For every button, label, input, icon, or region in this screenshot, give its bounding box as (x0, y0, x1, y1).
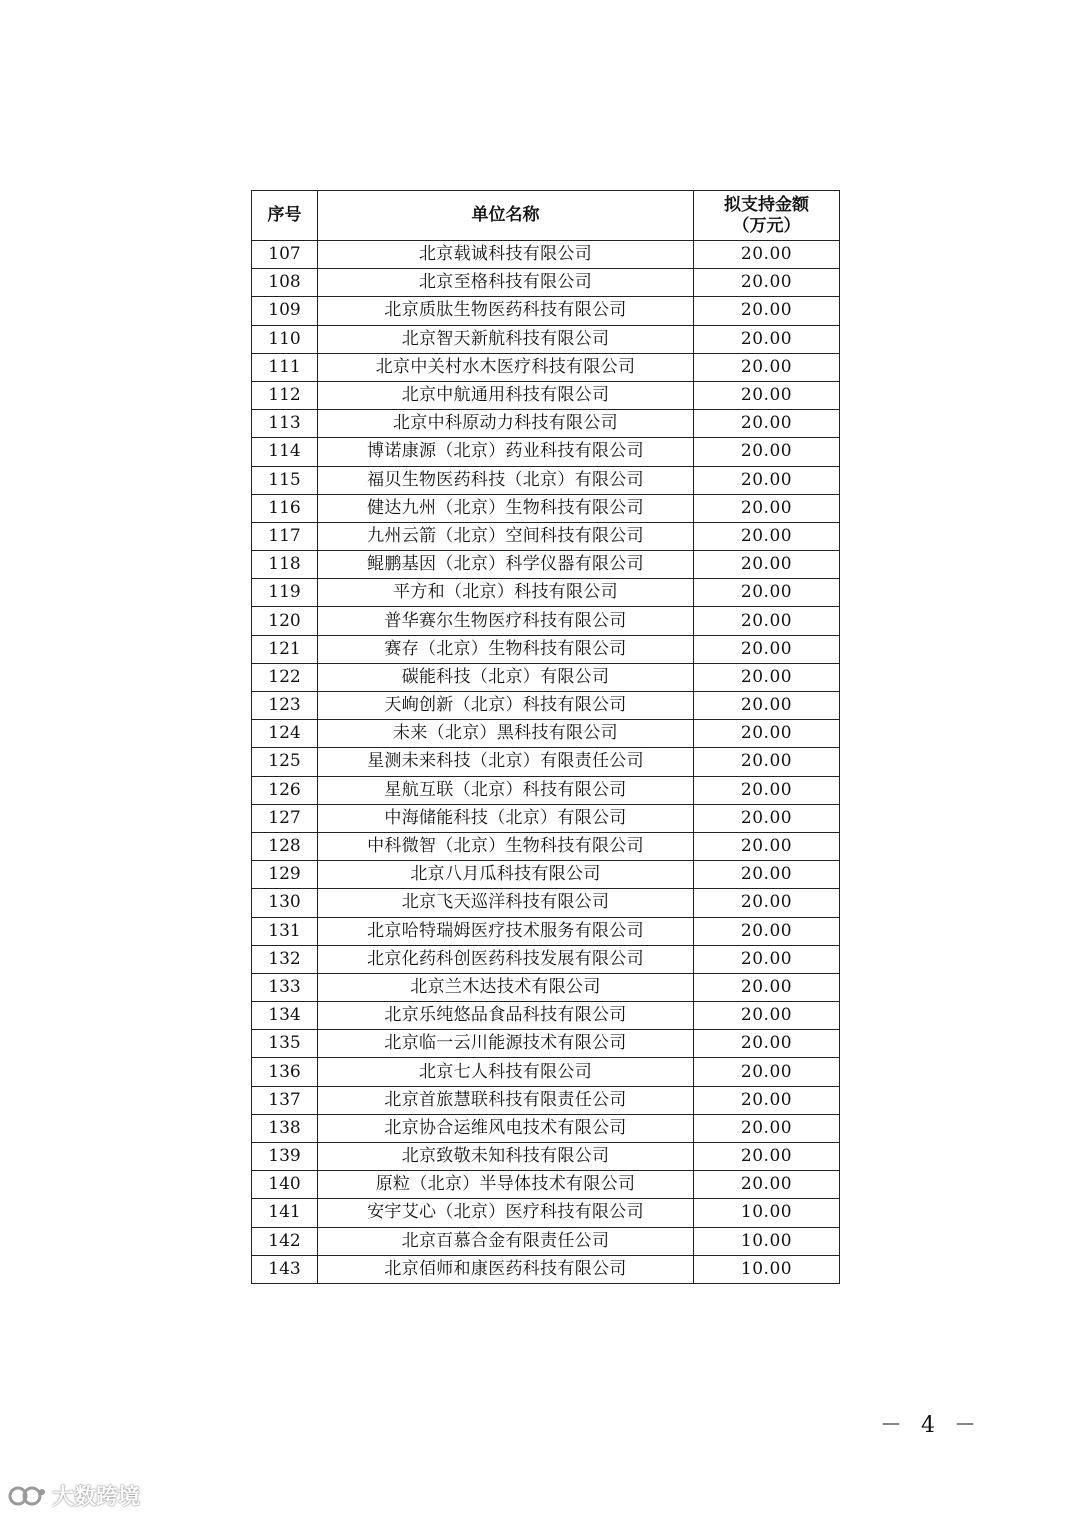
row-seq: 123 (252, 692, 318, 720)
table-row (252, 861, 840, 889)
row-amount: 20.00 (694, 438, 840, 466)
row-unit-name: 平方和（北京）科技有限公司 (318, 579, 694, 607)
row-seq: 132 (252, 945, 318, 973)
row-seq: 130 (252, 889, 318, 917)
row-amount: 20.00 (694, 1058, 840, 1086)
row-unit-name: 赛存（北京）生物科技有限公司 (318, 635, 694, 663)
row-amount: 20.00 (694, 720, 840, 748)
row-amount: 20.00 (694, 241, 840, 269)
table-row (252, 466, 840, 494)
row-unit-name: 北京中航通用科技有限公司 (318, 381, 694, 409)
row-amount: 20.00 (694, 607, 840, 635)
row-unit-name: 安宇艾心（北京）医疗科技有限公司 (318, 1199, 694, 1227)
row-seq: 142 (252, 1227, 318, 1255)
row-amount: 20.00 (694, 297, 840, 325)
row-amount: 10.00 (694, 1199, 840, 1227)
row-unit-name: 中海储能科技（北京）有限公司 (318, 804, 694, 832)
table-row (252, 353, 840, 381)
row-seq: 138 (252, 1114, 318, 1142)
row-amount: 20.00 (694, 1030, 840, 1058)
table-header-row (252, 191, 840, 241)
row-unit-name: 北京百慕合金有限责任公司 (318, 1227, 694, 1255)
row-unit-name: 北京致敬未知科技有限公司 (318, 1143, 694, 1171)
table-row (252, 720, 840, 748)
table-row (252, 945, 840, 973)
row-unit-name: 鲲鹏基因（北京）科学仪器有限公司 (318, 551, 694, 579)
funding-table (251, 190, 840, 1284)
table-row (252, 607, 840, 635)
row-amount: 10.00 (694, 1255, 840, 1283)
table-row (252, 1255, 840, 1283)
table-row (252, 269, 840, 297)
row-seq: 126 (252, 776, 318, 804)
table-row (252, 776, 840, 804)
row-amount: 20.00 (694, 381, 840, 409)
row-amount: 20.00 (694, 410, 840, 438)
row-unit-name: 北京首旅慧联科技有限责任公司 (318, 1086, 694, 1114)
row-unit-name: 福贝生物医药科技（北京）有限公司 (318, 466, 694, 494)
row-seq: 137 (252, 1086, 318, 1114)
row-seq: 113 (252, 410, 318, 438)
watermark-text: 大数跨境 (52, 1485, 141, 1510)
row-seq: 131 (252, 917, 318, 945)
row-seq: 125 (252, 748, 318, 776)
row-seq: 133 (252, 973, 318, 1001)
watermark (8, 1480, 140, 1511)
row-seq: 114 (252, 438, 318, 466)
row-unit-name: 星航互联（北京）科技有限公司 (318, 776, 694, 804)
header-amount-line2: （万元） (732, 215, 801, 236)
table-row (252, 748, 840, 776)
row-amount: 20.00 (694, 748, 840, 776)
header-unit-name: 单位名称 (318, 191, 694, 241)
row-seq: 141 (252, 1199, 318, 1227)
row-seq: 122 (252, 663, 318, 691)
row-seq: 118 (252, 551, 318, 579)
row-amount: 20.00 (694, 325, 840, 353)
row-unit-name: 北京至格科技有限公司 (318, 269, 694, 297)
row-seq: 108 (252, 269, 318, 297)
row-amount: 20.00 (694, 804, 840, 832)
row-amount: 20.00 (694, 635, 840, 663)
header-amount (694, 191, 840, 241)
table-row (252, 1227, 840, 1255)
table-row (252, 551, 840, 579)
row-unit-name: 天峋创新（北京）科技有限公司 (318, 692, 694, 720)
row-amount: 20.00 (694, 776, 840, 804)
table-row (252, 663, 840, 691)
row-unit-name: 健达九州（北京）生物科技有限公司 (318, 494, 694, 522)
row-seq: 124 (252, 720, 318, 748)
table-row (252, 1058, 840, 1086)
header-amount-line1: 拟支持金额 (724, 194, 809, 215)
row-seq: 121 (252, 635, 318, 663)
row-amount: 20.00 (694, 973, 840, 1001)
row-unit-name: 北京兰木达技术有限公司 (318, 973, 694, 1001)
table-row (252, 804, 840, 832)
row-unit-name: 北京质肽生物医药科技有限公司 (318, 297, 694, 325)
row-unit-name: 北京智天新航科技有限公司 (318, 325, 694, 353)
row-amount: 20.00 (694, 522, 840, 550)
row-amount: 20.00 (694, 551, 840, 579)
row-seq: 107 (252, 241, 318, 269)
row-amount: 20.00 (694, 861, 840, 889)
table-row (252, 410, 840, 438)
table-row (252, 381, 840, 409)
table-row (252, 1199, 840, 1227)
row-seq: 110 (252, 325, 318, 353)
row-unit-name: 北京哈特瑞姆医疗技术服务有限公司 (318, 917, 694, 945)
row-unit-name: 北京中关村水木医疗科技有限公司 (318, 353, 694, 381)
row-unit-name: 九州云箭（北京）空间科技有限公司 (318, 522, 694, 550)
table-row (252, 241, 840, 269)
table-row (252, 325, 840, 353)
row-amount: 20.00 (694, 1171, 840, 1199)
table-row (252, 917, 840, 945)
row-unit-name: 普华赛尔生物医疗科技有限公司 (318, 607, 694, 635)
row-unit-name: 北京七人科技有限公司 (318, 1058, 694, 1086)
row-amount: 20.00 (694, 1002, 840, 1030)
table-row (252, 1143, 840, 1171)
row-amount: 10.00 (694, 1227, 840, 1255)
row-amount: 20.00 (694, 353, 840, 381)
row-amount: 20.00 (694, 917, 840, 945)
row-seq: 135 (252, 1030, 318, 1058)
table-row (252, 1002, 840, 1030)
row-seq: 112 (252, 381, 318, 409)
row-unit-name: 北京乐纯悠品食品科技有限公司 (318, 1002, 694, 1030)
row-seq: 116 (252, 494, 318, 522)
row-amount: 20.00 (694, 692, 840, 720)
row-seq: 139 (252, 1143, 318, 1171)
row-unit-name: 北京八月瓜科技有限公司 (318, 861, 694, 889)
table-row (252, 973, 840, 1001)
table-row (252, 1086, 840, 1114)
row-amount: 20.00 (694, 1086, 840, 1114)
table-row (252, 438, 840, 466)
page-number: － 4 － (880, 1413, 982, 1438)
row-unit-name: 北京协合运维风电技术有限公司 (318, 1114, 694, 1142)
table-row (252, 832, 840, 860)
row-seq: 120 (252, 607, 318, 635)
row-amount: 20.00 (694, 945, 840, 973)
row-seq: 136 (252, 1058, 318, 1086)
row-seq: 127 (252, 804, 318, 832)
row-unit-name: 北京飞天巡洋科技有限公司 (318, 889, 694, 917)
row-amount: 20.00 (694, 1114, 840, 1142)
row-amount: 20.00 (694, 579, 840, 607)
row-seq: 109 (252, 297, 318, 325)
table-row (252, 1030, 840, 1058)
row-unit-name: 北京临一云川能源技术有限公司 (318, 1030, 694, 1058)
row-seq: 128 (252, 832, 318, 860)
table-row (252, 522, 840, 550)
row-seq: 134 (252, 1002, 318, 1030)
row-unit-name: 北京化药科创医药科技发展有限公司 (318, 945, 694, 973)
row-seq: 129 (252, 861, 318, 889)
row-amount: 20.00 (694, 466, 840, 494)
row-unit-name: 北京载诚科技有限公司 (318, 241, 694, 269)
table-body (252, 241, 840, 1284)
row-amount: 20.00 (694, 1143, 840, 1171)
table-row (252, 889, 840, 917)
row-unit-name: 星测未来科技（北京）有限责任公司 (318, 748, 694, 776)
row-seq: 119 (252, 579, 318, 607)
logo-icon (8, 1482, 48, 1510)
row-unit-name: 北京佰师和康医药科技有限公司 (318, 1255, 694, 1283)
table-row (252, 635, 840, 663)
table-row (252, 297, 840, 325)
row-amount: 20.00 (694, 269, 840, 297)
row-seq: 111 (252, 353, 318, 381)
row-amount: 20.00 (694, 832, 840, 860)
row-unit-name: 中科微智（北京）生物科技有限公司 (318, 832, 694, 860)
table-row (252, 1114, 840, 1142)
table-row (252, 692, 840, 720)
header-seq: 序号 (252, 191, 318, 241)
table-row (252, 494, 840, 522)
row-seq: 140 (252, 1171, 318, 1199)
row-unit-name: 博诺康源（北京）药业科技有限公司 (318, 438, 694, 466)
row-seq: 115 (252, 466, 318, 494)
row-seq: 143 (252, 1255, 318, 1283)
row-amount: 20.00 (694, 663, 840, 691)
row-amount: 20.00 (694, 494, 840, 522)
row-seq: 117 (252, 522, 318, 550)
row-unit-name: 北京中科原动力科技有限公司 (318, 410, 694, 438)
table-row (252, 579, 840, 607)
row-unit-name: 原粒（北京）半导体技术有限公司 (318, 1171, 694, 1199)
row-unit-name: 碳能科技（北京）有限公司 (318, 663, 694, 691)
table-row (252, 1171, 840, 1199)
row-unit-name: 未来（北京）黑科技有限公司 (318, 720, 694, 748)
row-amount: 20.00 (694, 889, 840, 917)
